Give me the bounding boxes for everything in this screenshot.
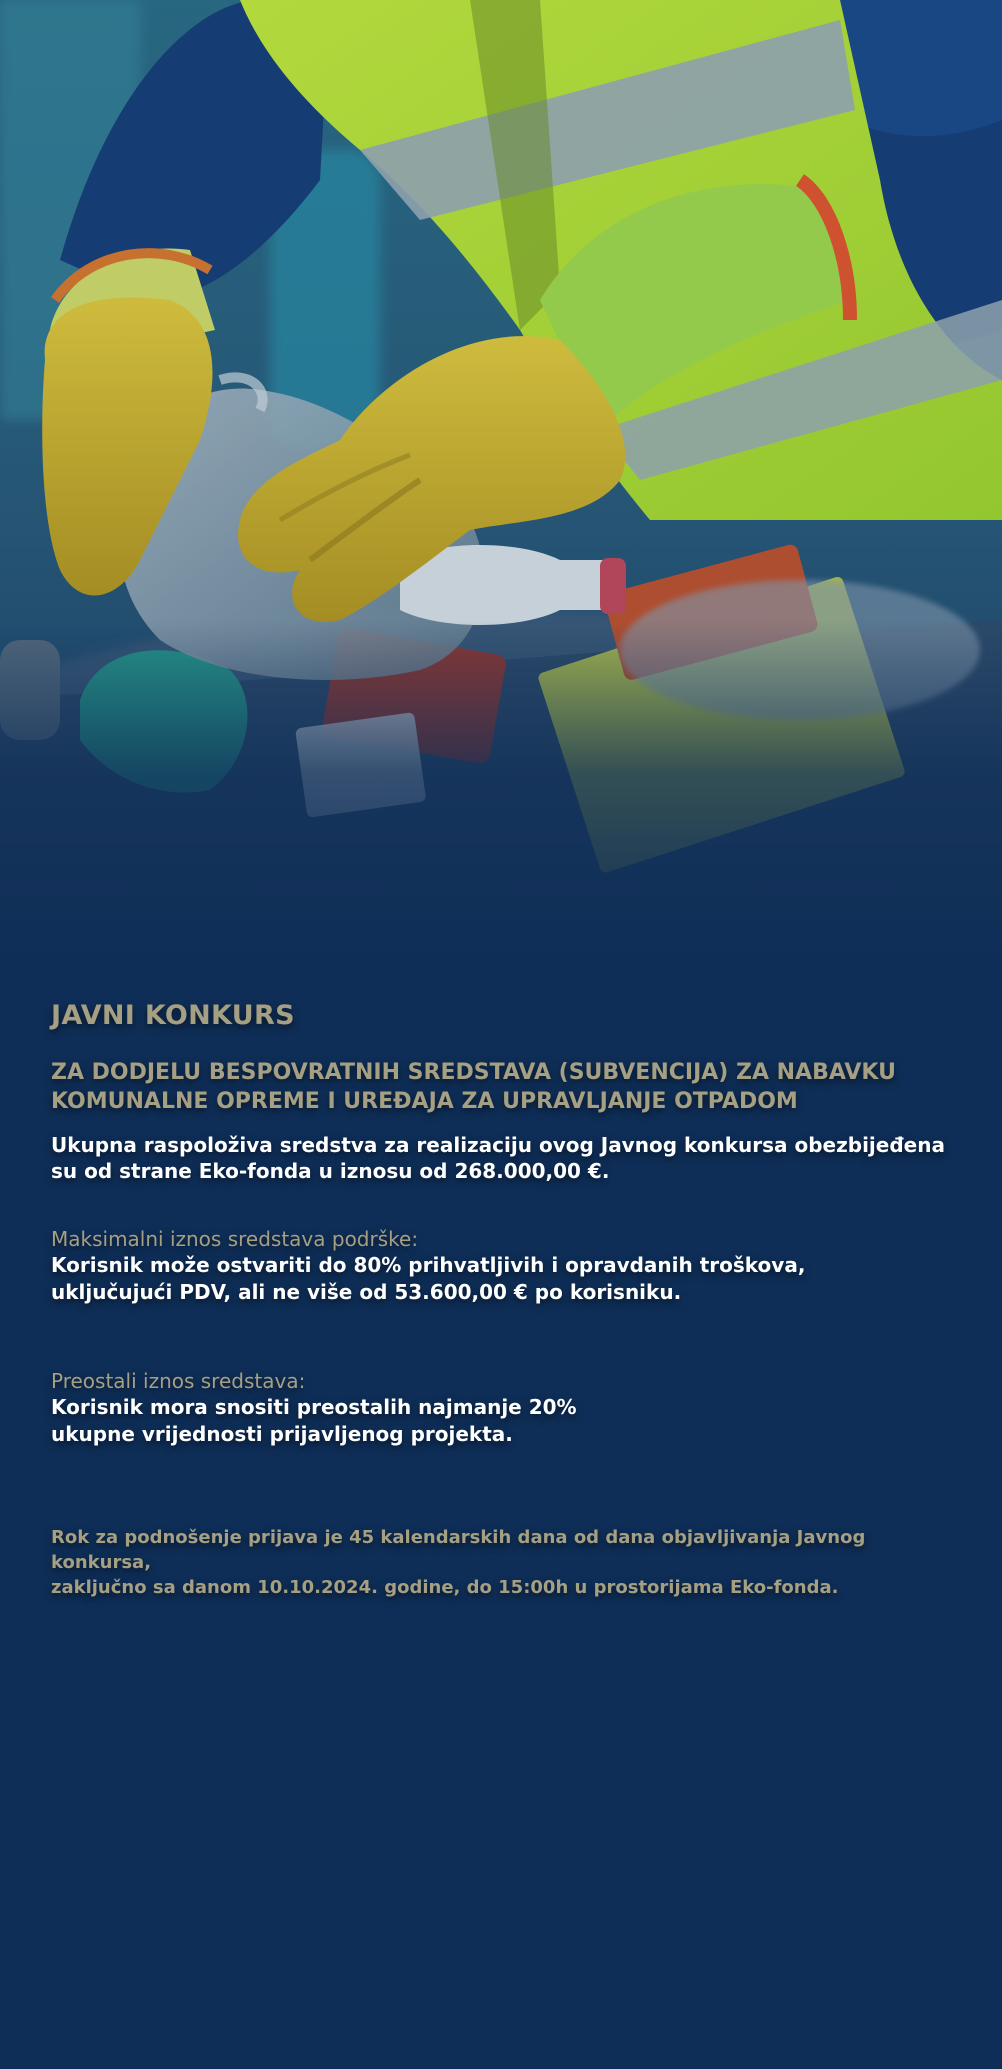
deadline-text: Rok za podnošenje prijava je 45 kalendarskih dana od dana objavljivanja Javnog konkursa, zaključno sa danom 10.10.2024. godine, do 15:00h u prostorijama Eko-fonda. bbox=[51, 1527, 866, 1599]
remaining-block bbox=[51, 1368, 961, 1447]
remaining-text: Korisnik mora snositi preostalih najmanje 20% ukupne vrijednosti prijavljenog projekta. bbox=[51, 1395, 577, 1446]
max-support-block bbox=[51, 1226, 961, 1305]
remaining-label: Preostali iznos sredstava: bbox=[51, 1369, 306, 1394]
intro-text: Ukupna raspoloživa sredstva za realizaciju ovog Javnog konkursa obezbijeđena su od strane Eko-fonda u iznosu od 268.000,00 €. bbox=[51, 1133, 945, 1184]
max-support-label: Maksimalni iznos sredstava podrške: bbox=[51, 1227, 419, 1252]
hero-fade-overlay bbox=[0, 620, 1002, 960]
max-support-text: Korisnik može ostvariti do 80% prihvatljivih i opravdanih troškova, uključujući PDV, ali ne više od 53.600,00 € po korisniku. bbox=[51, 1253, 806, 1304]
page-subtitle: ZA DODJELU BESPOVRATNIH SREDSTAVA (SUBVENCIJA) ZA NABAVKU KOMUNALNE OPREME I UREĐAJA ZA UPRAVLJANJE OTPADOM bbox=[51, 1060, 896, 1115]
announcement-content bbox=[51, 1000, 961, 1601]
hero-image bbox=[0, 0, 1002, 960]
page-title: JAVNI KONKURS bbox=[51, 1000, 295, 1031]
